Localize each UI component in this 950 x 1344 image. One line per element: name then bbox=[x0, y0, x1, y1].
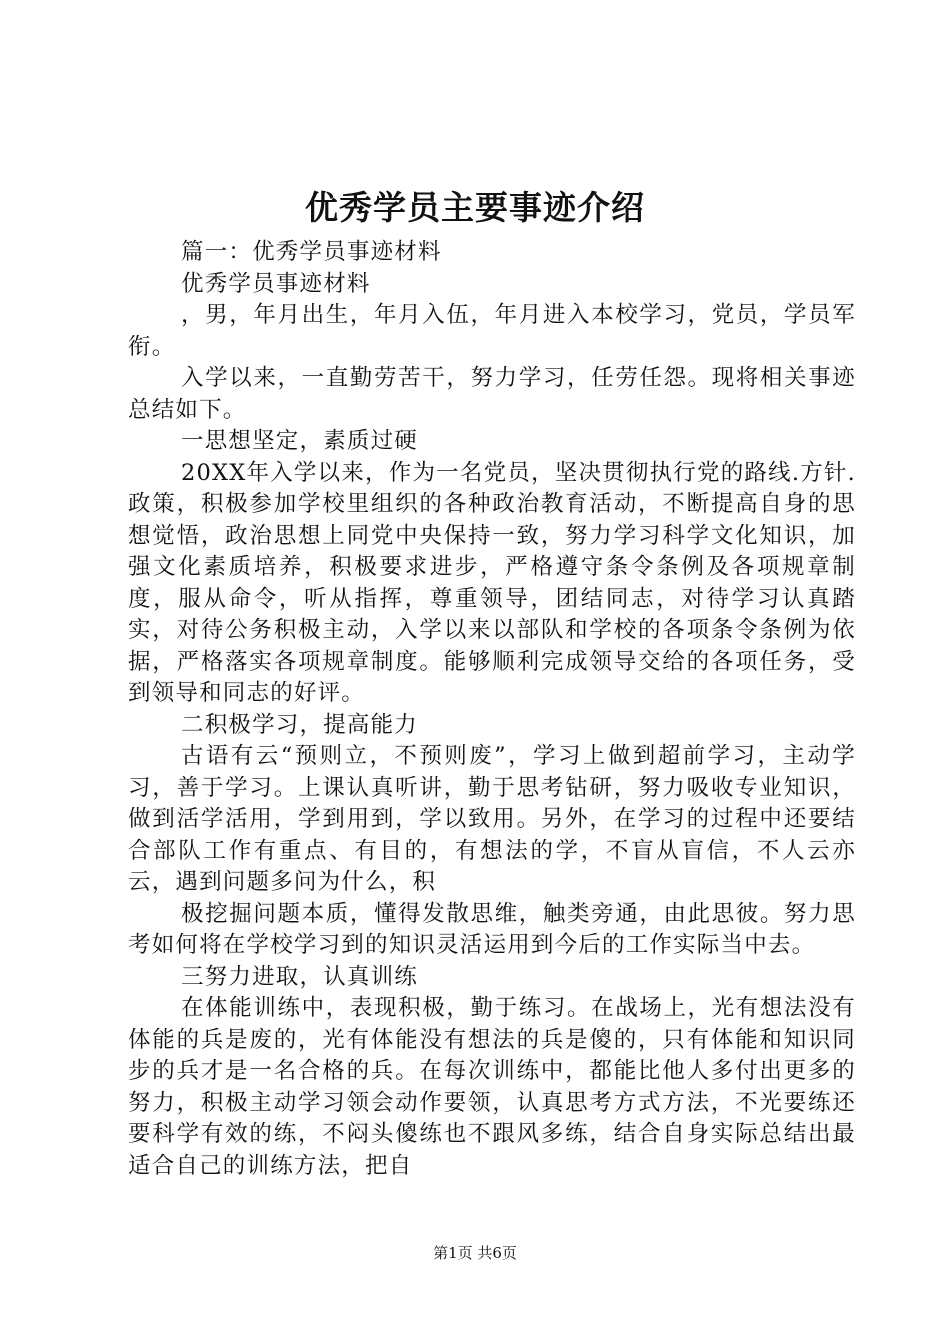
paragraph: 入学以来，一直勤劳苦干，努力学习，任劳任怨。现将相关事迹总结如下。 bbox=[128, 365, 856, 423]
document-title: 优秀学员主要事迹介绍 bbox=[305, 188, 645, 227]
paragraph: ，男，年月出生，年月入伍，年月进入本校学习，党员，学员军衔。 bbox=[128, 302, 856, 360]
section-heading: 一思想坚定，素质过硬 bbox=[181, 428, 419, 454]
paragraph: 在体能训练中，表现积极，勤于练习。在战场上，光有想法没有体能的兵是废的，光有体能没有想法的兵是傻的，只有体能和知识同步的兵才是一名合格的兵。在每次训练中，都能比他人多付出更多的努力，积极主动学习领会动作要领，认真思考方式方法，不光要练还要科学有效的练，不闷头傻练也不跟风多练，结合自身实际总结出最适合自己的训练方法，把自 bbox=[128, 995, 856, 1179]
paragraph: 极挖掘问题本质，懂得发散思维，触类旁通，由此思彼。努力思考如何将在学校学习到的知识灵活运用到今后的工作实际当中去。 bbox=[128, 900, 856, 958]
document-body bbox=[128, 237, 856, 1182]
paragraph: 古语有云“预则立，不预则废”，学习上做到超前学习，主动学习，善于学习。上课认真听讲，勤于思考钻研，努力吸收专业知识，做到活学活用，学到用到，学以致用。另外，在学习的过程中还要结合部队工作有重点、有目的，有想法的学，不盲从盲信，不人云亦云，遇到问题多问为什么，积 bbox=[128, 743, 856, 895]
paragraph: 篇一：优秀学员事迹材料 bbox=[181, 239, 442, 265]
paragraph: 20XX年入学以来，作为一名党员，坚决贯彻执行党的路线.方针.政策，积极参加学校里组织的各种政治教育活动，不断提高自身的思想觉悟，政治思想上同党中央保持一致，努力学习科学文化知识，加强文化素质培养，积极要求进步，严格遵守条令条例及各项规章制度，服从命令，听从指挥，尊重领导，团结同志，对待学习认真踏实，对待公务积极主动，入学以来以部队和学校的各项条令条例为依据，严格落实各项规章制度。能够顺利完成领导交给的各项任务，受到领导和同志的好评。 bbox=[128, 459, 856, 706]
paragraph: 优秀学员事迹材料 bbox=[181, 270, 371, 297]
section-heading: 三努力进取，认真训练 bbox=[181, 963, 419, 990]
page-number: 第1页 共6页 bbox=[433, 1244, 517, 1262]
section-heading: 二积极学习，提高能力 bbox=[181, 711, 419, 738]
